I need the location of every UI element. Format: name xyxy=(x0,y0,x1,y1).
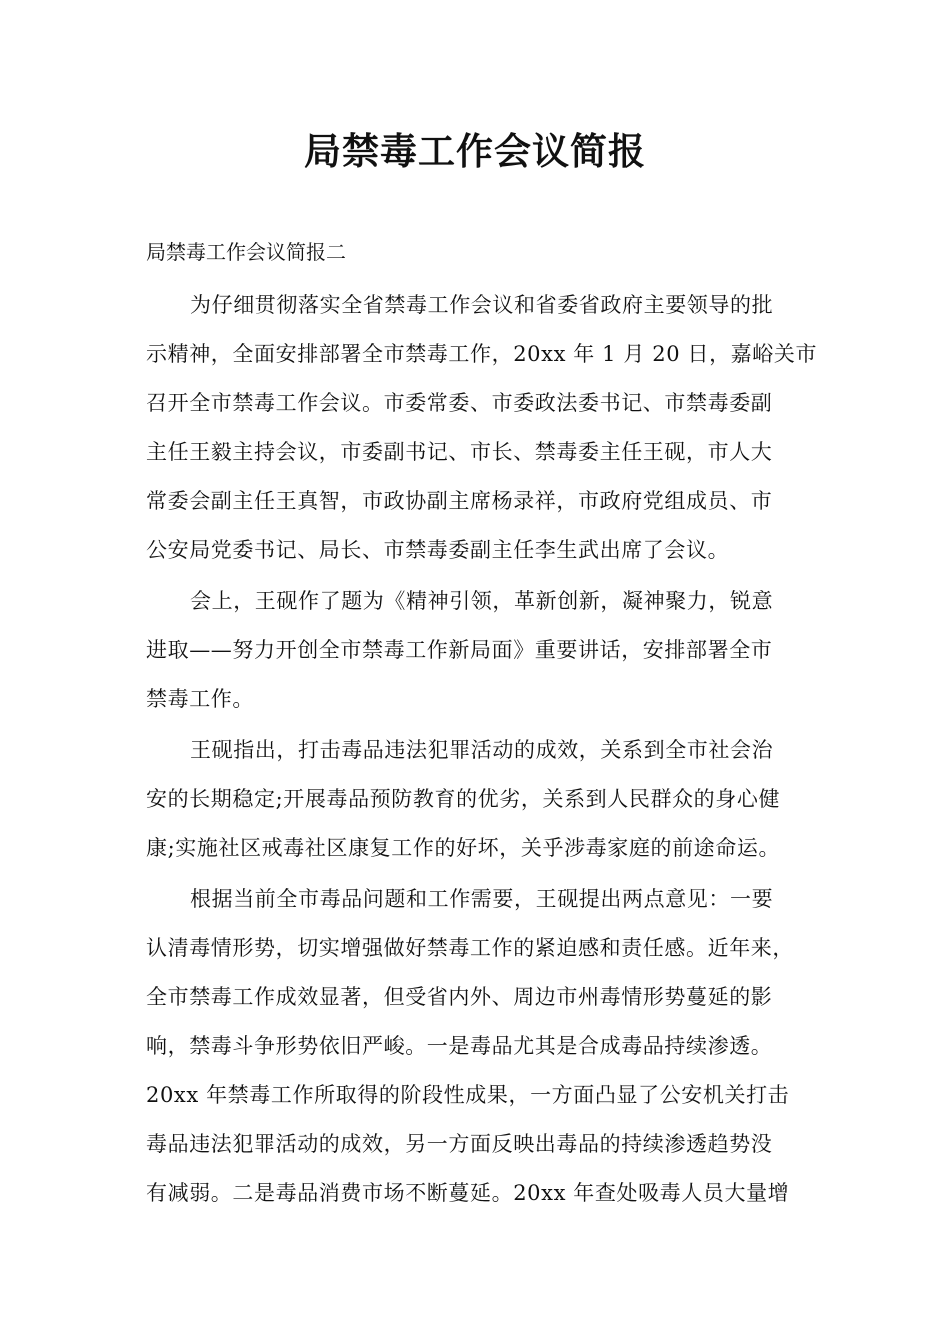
paragraph-line: 安的长期稳定;开展毒品预防教育的优劣，关系到人民群众的身心健 xyxy=(146,787,781,811)
document-title: 局禁毒工作会议简报 xyxy=(304,130,646,173)
paragraph-line: 召开全市禁毒工作会议。市委常委、市委政法委书记、市禁毒委副 xyxy=(146,391,773,415)
paragraph-line: 常委会副主任王真智，市政协副主席杨录祥，市政府党组成员、市 xyxy=(146,489,773,513)
paragraph-line: 根据当前全市毒品问题和工作需要，王砚提出两点意见：一要 xyxy=(190,887,774,911)
paragraph-line: 进取——努力开创全市禁毒工作新局面》重要讲话，安排部署全市 xyxy=(146,638,773,662)
paragraph-line: 20xx 年禁毒工作所取得的阶段性成果，一方面凸显了公安机关打击 xyxy=(146,1083,790,1107)
paragraph-line: 示精神，全面安排部署全市禁毒工作，20xx 年 1 月 20 日，嘉峪关市 xyxy=(146,342,818,366)
paragraph-line: 毒品违法犯罪活动的成效，另一方面反映出毒品的持续渗透趋势没 xyxy=(146,1132,773,1156)
paragraph-line: 响，禁毒斗争形势依旧严峻。一是毒品尤其是合成毒品持续渗透。 xyxy=(146,1034,773,1058)
paragraph-line: 主任王毅主持会议，市委副书记、市长、禁毒委主任王砚，市人大 xyxy=(146,440,773,464)
paragraph-line: 有减弱。二是毒品消费市场不断蔓延。20xx 年查处吸毒人员大量增 xyxy=(146,1181,790,1205)
paragraph-line: 认清毒情形势，切实增强做好禁毒工作的紧迫感和责任感。近年来， xyxy=(146,936,794,960)
paragraph-line: 为仔细贯彻落实全省禁毒工作会议和省委省政府主要领导的批 xyxy=(190,293,774,317)
paragraph-line: 会上，王砚作了题为《精神引领，革新创新，凝神聚力，锐意 xyxy=(190,589,774,613)
document-subtitle: 局禁毒工作会议简报二 xyxy=(146,240,346,264)
paragraph-line: 全市禁毒工作成效显著，但受省内外、周边市州毒情形势蔓延的影 xyxy=(146,985,773,1009)
paragraph-line: 禁毒工作。 xyxy=(146,687,254,711)
paragraph-line: 王砚指出，打击毒品违法犯罪活动的成效，关系到全市社会治 xyxy=(190,738,774,762)
paragraph-line: 公安局党委书记、局长、市禁毒委副主任李生武出席了会议。 xyxy=(146,538,730,562)
paragraph-line: 康;实施社区戒毒社区康复工作的好坏，关乎涉毒家庭的前途命运。 xyxy=(146,836,781,860)
